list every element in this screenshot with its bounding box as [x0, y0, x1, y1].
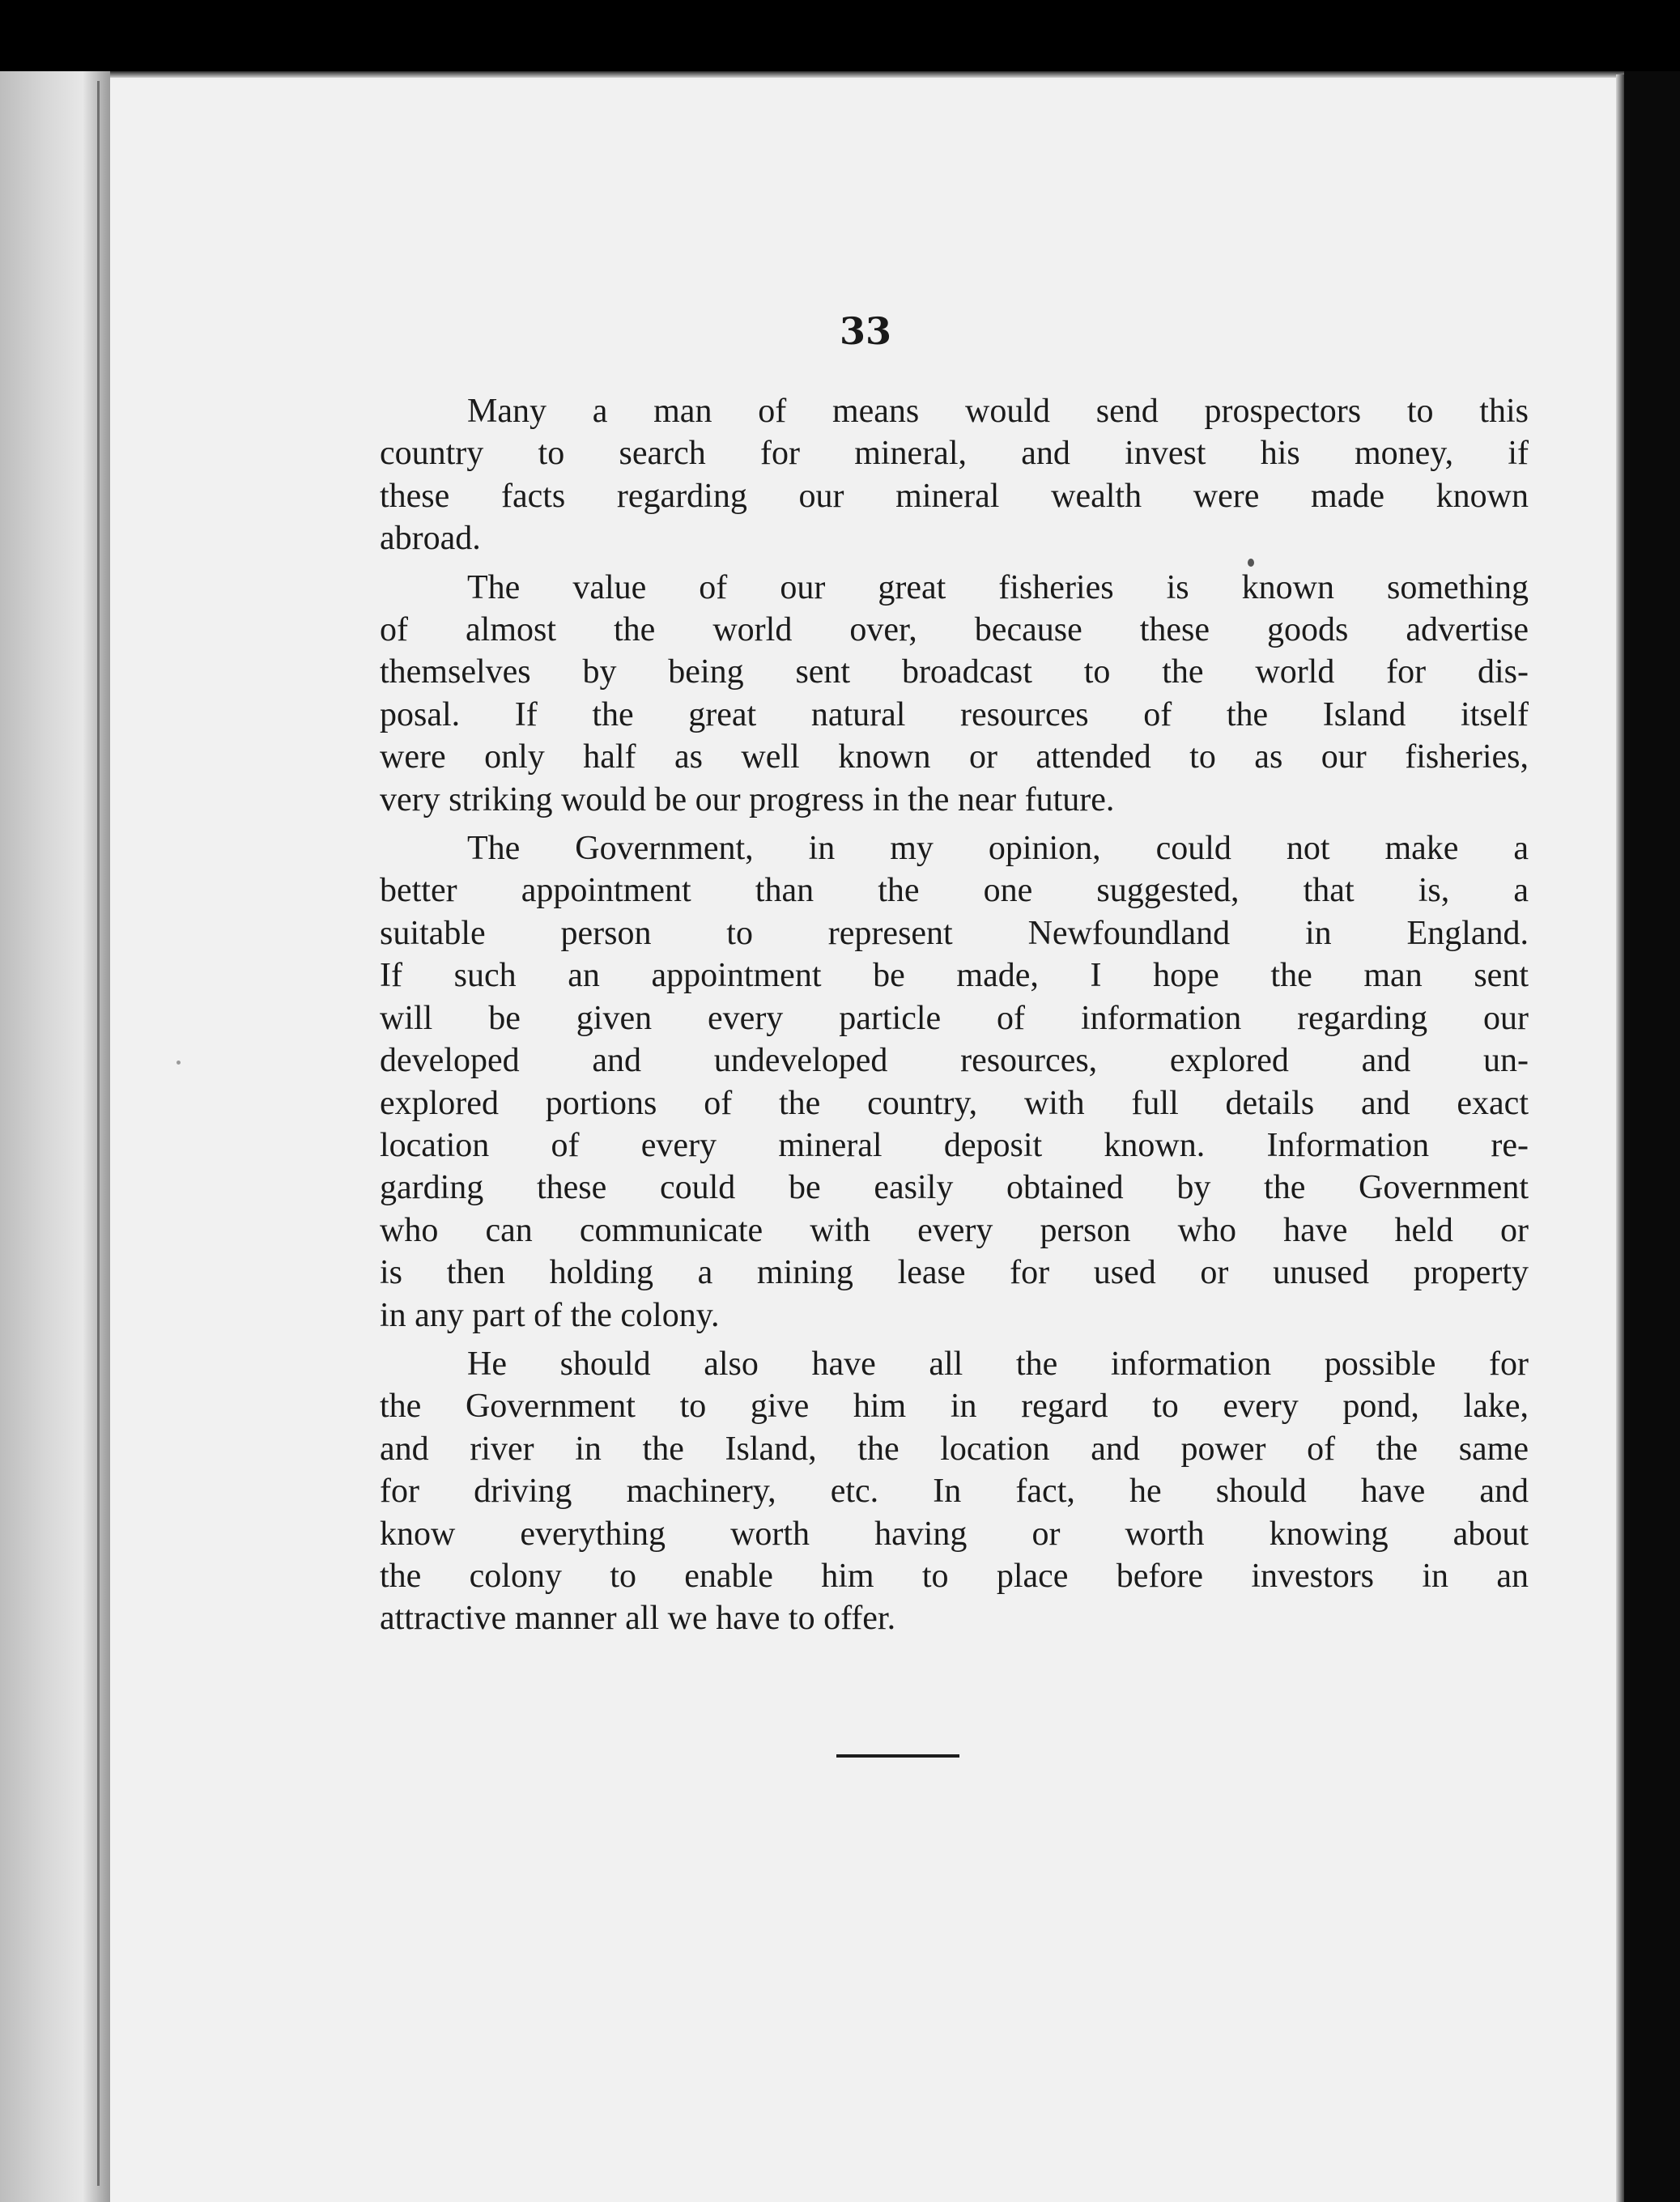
text-line: the colony to enable him to place before investors in an [380, 1557, 1529, 1595]
text-line: garding these could be easily obtained by the Government [380, 1169, 1529, 1207]
book-page [110, 74, 1621, 2202]
paragraph [380, 827, 1529, 1337]
paragraph [380, 567, 1529, 821]
text-line: is then holding a mining lease for used or unused property [380, 1254, 1529, 1292]
text-line: country to search for mineral, and invest his money, if [380, 435, 1529, 473]
text-line: attractive manner all we have to offer. [380, 1600, 896, 1638]
text-line: were only half as well known or attended to as our fisheries, [380, 738, 1529, 776]
text-line: of almost the world over, because these goods advertise [380, 611, 1529, 649]
text-line: The value of our great fisheries is known something [467, 568, 1529, 606]
body-text [380, 390, 1529, 1647]
text-line: who can communicate with every person who have held or [380, 1211, 1529, 1249]
text-line: suitable person to represent Newfoundland in England. [380, 914, 1529, 952]
page-number: 33 [839, 309, 891, 353]
text-line: If such an appointment be made, I hope the man sent [380, 957, 1529, 995]
text-line: location of every mineral deposit known. Information re- [380, 1126, 1529, 1164]
ink-speck [177, 1061, 181, 1065]
text-line: very striking would be our progress in the near future. [380, 780, 1115, 818]
text-line: He should also have all the information possible for [467, 1345, 1529, 1383]
text-line: posal. If the great natural resources of the Island itself [380, 695, 1529, 733]
text-line: and river in the Island, the location and power of the same [380, 1430, 1529, 1468]
text-line: themselves by being sent broadcast to the world for dis- [380, 653, 1529, 691]
text-line: in any part of the colony. [380, 1296, 720, 1334]
scan-top-border [0, 0, 1680, 71]
text-line: better appointment than the one suggested, that is, a [380, 872, 1529, 910]
scan-right-border [1623, 71, 1680, 2202]
spine-crease-line [97, 81, 100, 2186]
text-line: for driving machinery, etc. In fact, he should have and [380, 1473, 1529, 1511]
text-line: these facts regarding our mineral wealth were made known [380, 477, 1529, 515]
text-line: The Government, in my opinion, could not make a [467, 830, 1529, 868]
ink-speck [1248, 559, 1254, 567]
text-line: know everything worth having or worth knowing about [380, 1515, 1529, 1553]
text-line: the Government to give him in regard to every pond, lake, [380, 1388, 1529, 1426]
text-line: explored portions of the country, with full details and exact [380, 1084, 1529, 1122]
text-line: will be given every particle of information regarding our [380, 999, 1529, 1037]
page-top-shadow [110, 71, 1624, 78]
section-end-rule [836, 1754, 959, 1758]
paragraph [380, 1343, 1529, 1640]
text-line: Many a man of means would send prospectors to this [467, 393, 1529, 430]
page-right-shadow [1616, 74, 1624, 2202]
book-spine-edge [0, 71, 110, 2202]
paragraph [380, 390, 1529, 560]
text-line: developed and undeveloped resources, explored and un- [380, 1042, 1529, 1080]
text-line: abroad. [380, 520, 481, 558]
